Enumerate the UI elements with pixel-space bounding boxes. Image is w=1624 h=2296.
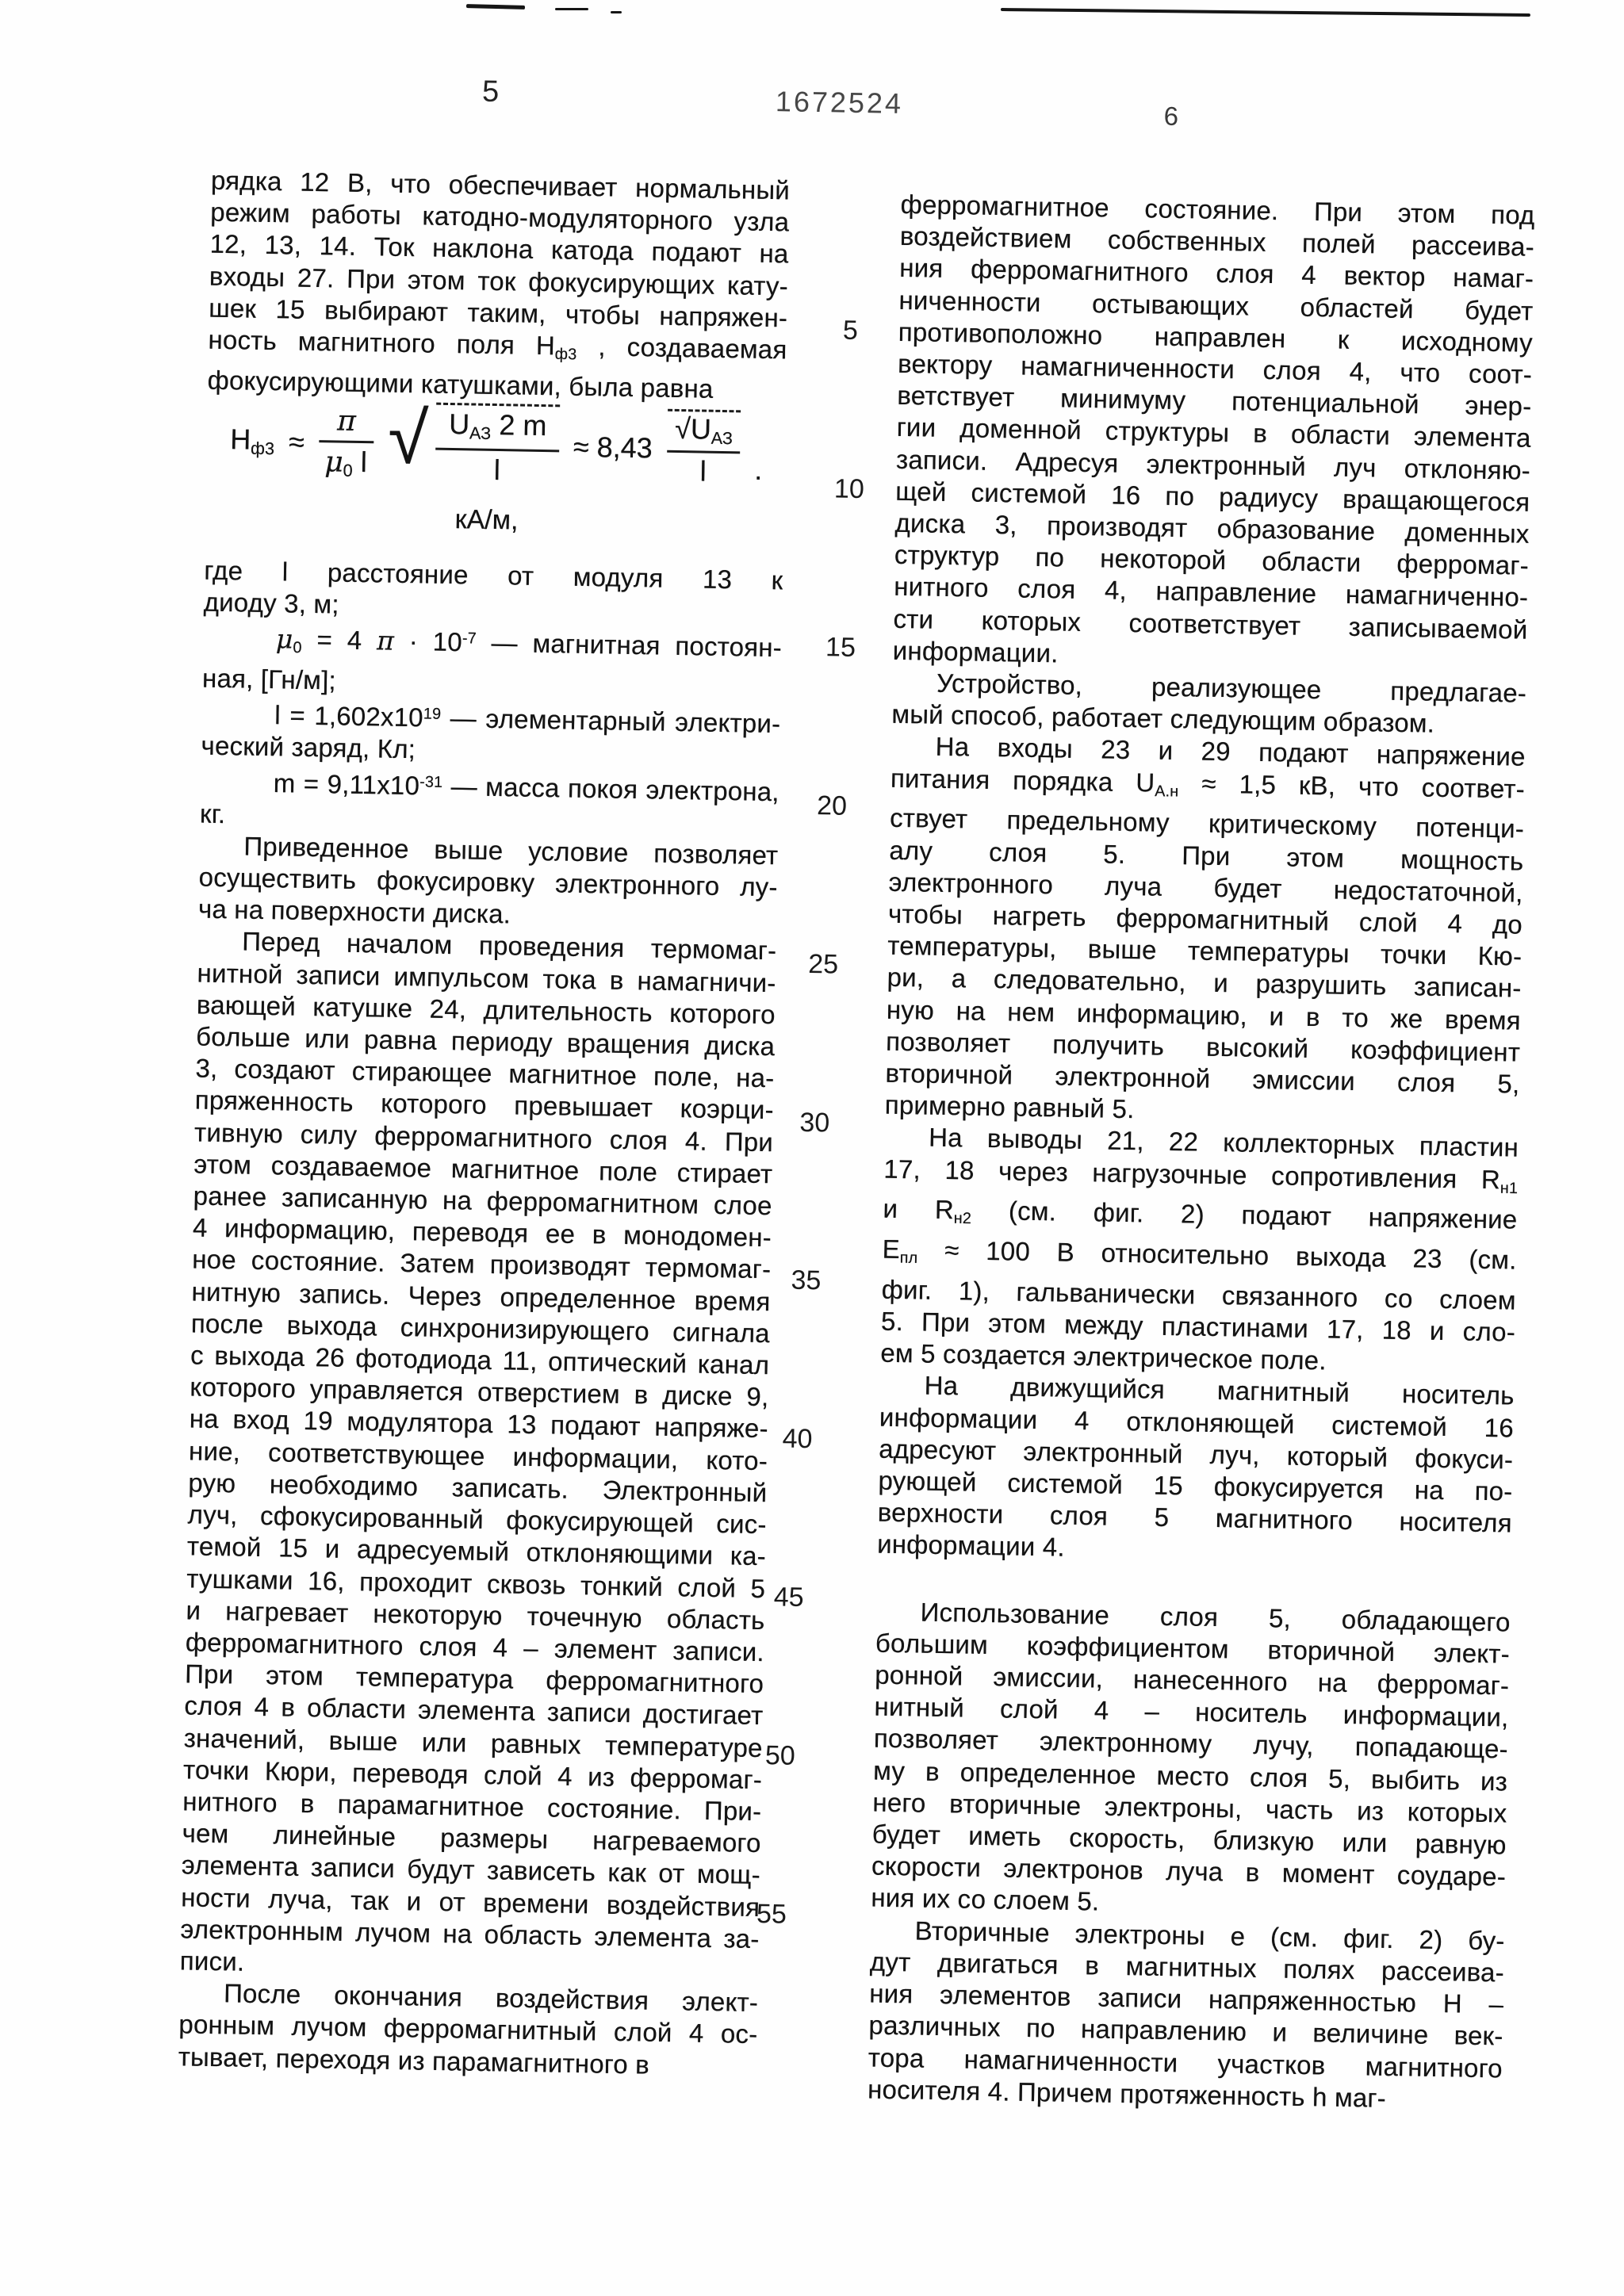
- text-segment: чтобы нагреть ферромагнитный слой 4 до: [887, 898, 1523, 939]
- line-number: 5: [842, 315, 859, 346]
- text-segment: тывает, переходя из парамагнитного в: [178, 2041, 650, 2080]
- text-segment: режим работы катодно-модуляторного узла: [210, 197, 790, 237]
- text-segment: ри, а следовательно, и разрушить записан-: [887, 962, 1522, 1004]
- text-segment: нитную запись. Через определенное время: [191, 1276, 771, 1316]
- text-segment: фокусирующими катушками, была равна: [207, 365, 714, 404]
- text-segment: дут двигаться в магнитных полях рассеива-: [869, 1946, 1505, 1988]
- text-segment: рядка 12 В, что обеспечивает нормальный: [210, 165, 791, 205]
- text-segment: ческий заряд, Кл;: [201, 730, 416, 764]
- text-segment: элемента записи будут зависеть как от мощ-: [181, 1850, 761, 1890]
- text-segment: l = 1,602x10: [274, 700, 424, 733]
- text-segment: сти которых соответствует записываемой: [893, 603, 1528, 645]
- text-segment: Е: [882, 1234, 901, 1265]
- line-number: 55: [756, 1899, 787, 1930]
- text-segment: гии доменной структуры в области элемента: [896, 412, 1531, 453]
- text-segment: н1: [1500, 1179, 1519, 1197]
- text-segment: щей системой 16 по радиусу вращающегося: [895, 476, 1530, 517]
- text-segment: — элементарный электри-: [440, 702, 781, 739]
- text-segment: и R: [883, 1194, 955, 1225]
- text-segment: значений, выше или равных температуре: [183, 1722, 764, 1762]
- formula-unit: кА/м,: [454, 504, 519, 536]
- text-segment: ронным лучом ферромагнитный слой 4 ос-: [178, 2009, 758, 2049]
- fraction-sqrtU-l: $√U_{АЗ}$ l: [666, 409, 741, 489]
- text-segment: алу слоя 5. При этом мощность: [889, 835, 1524, 876]
- text-segment: диска 3, производят образование доменных: [894, 507, 1530, 549]
- radicand-fraction: $U_{АЗ}$ 2 m l: [435, 403, 560, 488]
- text-segment: тушками 16, проходит сквозь тонкий слой 5: [186, 1563, 766, 1603]
- text-segment: 12, 13, 14. Ток наклона катода подают на: [209, 229, 789, 269]
- text-segment: μ: [275, 623, 293, 655]
- text-segment: му в определенное место слоя 5, выбить из: [872, 1755, 1508, 1797]
- text-segment: пряженность которого превышает коэрци-: [194, 1085, 775, 1125]
- formula-period: .: [753, 453, 763, 486]
- text-segment: — магнитная постоян-: [476, 627, 783, 663]
- text-segment: 4 информацию, переводя ее в монодомен-: [192, 1212, 772, 1253]
- text-segment: нитного слоя 4, направление намагниченно-: [893, 572, 1529, 613]
- text-segment: на вход 19 модулятора 13 подают напряже-: [189, 1403, 769, 1444]
- text-segment: рую необходимо записать. Электронный: [188, 1468, 768, 1508]
- text-segment: ча на поверхности диска.: [197, 894, 511, 929]
- page-number-right: 6: [1163, 101, 1179, 131]
- text-segment: · 10: [393, 626, 463, 657]
- text-segment: и нагревает некоторую точечную область: [186, 1595, 765, 1635]
- text-segment: верхности слоя 5 магнитного носителя: [877, 1497, 1513, 1538]
- scan-artifact: [1001, 8, 1530, 17]
- text-segment: с выхода 26 фотодиода 11, оптический канал: [190, 1340, 770, 1380]
- text-segment: информации.: [892, 635, 1059, 668]
- text-segment: н2: [953, 1210, 972, 1228]
- text-segment: где l расстояние от модуля 13 к: [204, 555, 783, 595]
- text-segment: фиг. 1), гальванически связанного со слоем: [881, 1274, 1516, 1315]
- text-segment: ную на нем информацию, и в то же время: [886, 994, 1522, 1035]
- text-segment: пл: [899, 1249, 918, 1268]
- text-segment: слоя 4 в области элемента записи достигает: [184, 1690, 764, 1731]
- text-segment: После окончания воздействия элект-: [223, 1978, 759, 2018]
- radical-sign: √: [387, 397, 429, 480]
- text-segment: нитной записи импульсом тока в намагничи-: [197, 958, 776, 997]
- text-segment: большим коэффициентом вторичной элект-: [875, 1628, 1511, 1669]
- text-segment: 0: [293, 639, 302, 657]
- text-segment: темой 15 и адресуемый отклоняющими ка-: [186, 1531, 767, 1571]
- page-number-left: 5: [481, 75, 500, 109]
- line-number: 20: [816, 790, 848, 821]
- line-number: 30: [799, 1107, 830, 1138]
- fraction-pi-mu0l: $\frac{\pi}{\mu_0 l}$: [318, 404, 374, 481]
- line-number: 35: [791, 1265, 822, 1296]
- text-segment: Приведенное выше условие позволяет: [243, 831, 779, 871]
- text-segment: кг.: [199, 798, 226, 828]
- text-segment: -7: [462, 629, 477, 649]
- text-segment: противоположно направлен к исходному: [898, 316, 1534, 358]
- text-segment: носителя 4. Причем протяженность h маг-: [867, 2074, 1387, 2113]
- formula-Hfz: [229, 399, 763, 492]
- text-segment: входы 27. При этом ток фокусирующих кату-: [209, 261, 789, 301]
- text-segment: ранее записанную на ферромагнитном слое: [193, 1181, 772, 1221]
- text-segment: 3, создают стирающее магнитное поле, на-: [195, 1053, 775, 1093]
- text-segment: рующей системой 15 фокусируется на по-: [878, 1465, 1513, 1506]
- text-segment: ф3: [554, 345, 577, 364]
- text-segment: ния элементов записи напряженностью Н –: [868, 1978, 1504, 2019]
- text-segment: нитного в парамагнитное состояние. При-: [182, 1786, 762, 1827]
- text-segment: информации 4.: [876, 1529, 1066, 1563]
- text-segment: ветствует минимуму потенциальной энер-: [897, 381, 1532, 422]
- text-segment: При этом температура ферромагнитного: [184, 1659, 764, 1699]
- text-segment: будет иметь скорость, близкую или равную: [871, 1819, 1507, 1860]
- text-segment: чем линейные размеры нагреваемого: [182, 1818, 761, 1858]
- text-segment: электронного луча будет недостаточной,: [888, 867, 1523, 908]
- text-segment: температуры, выше температуры точки Кю-: [887, 930, 1522, 971]
- text-segment: вторичной электронной эмиссии слоя 5,: [885, 1058, 1520, 1099]
- text-segment: ствует предельному критическому потенци-: [889, 803, 1525, 844]
- text-segment: ние, соответствующее информации, кото-: [188, 1436, 768, 1475]
- line-number: 50: [764, 1740, 796, 1771]
- text-segment: диоду 3, м;: [203, 587, 340, 619]
- text-segment: примерно равный 5.: [884, 1089, 1135, 1124]
- text-segment: вектору намагниченности слоя 4, что соот-: [897, 348, 1533, 389]
- text-segment: электронным лучом на область элемента за-: [180, 1914, 760, 1954]
- approx-value: ≈ 8,43: [573, 430, 653, 464]
- text-segment: Использование слоя 5, обладающего: [920, 1597, 1511, 1637]
- patent-number: 1672524: [775, 85, 904, 120]
- line-number: 25: [807, 948, 839, 980]
- text-segment: ность магнитного поля Н: [208, 324, 556, 361]
- text-segment: воздействием собственных полей рассеива-: [899, 221, 1535, 262]
- text-segment: 5. При этом между пластинами 17, 18 и сло-: [880, 1306, 1516, 1347]
- text-segment: больше или равна периоду вращения диска: [195, 1021, 776, 1062]
- text-segment: ферромагнитное состояние. При этом под: [900, 189, 1535, 230]
- text-segment: ≈ 1,5 кВ, что соответ-: [1178, 767, 1526, 804]
- text-segment: — масса покоя электрона,: [442, 771, 780, 806]
- text-segment: позволяет электронному лучу, попадающе-: [873, 1724, 1509, 1764]
- text-segment: На выводы 21, 22 коллекторных пластин: [928, 1123, 1519, 1163]
- text-segment: Перед началом проведения термомаг-: [241, 926, 777, 966]
- text-segment: луч, сфокусированный фокусирующей сис-: [187, 1499, 767, 1540]
- text-segment: π: [376, 625, 395, 657]
- text-segment: ния их со слоем 5.: [871, 1883, 1100, 1917]
- left-column-top: [207, 165, 790, 407]
- text-segment: ферромагнитного слоя 4 – элемент записи.: [185, 1627, 765, 1667]
- text-segment: ния ферромагнитного слоя 4 вектор намаг-: [898, 253, 1534, 294]
- text-segment: информации 4 отклоняющей системой 16: [879, 1402, 1515, 1443]
- left-column: [178, 555, 783, 2083]
- text-segment: На движущийся магнитный носитель: [924, 1371, 1515, 1411]
- text-segment: ниченности остывающих областей будет: [898, 285, 1534, 326]
- text-segment: записи. Адресуя электронный луч отклоняю-: [895, 444, 1531, 485]
- text-segment: тивную силу ферромагнитного слоя 4. При: [193, 1117, 774, 1157]
- text-segment: шек 15 выбирают таким, чтобы напряжен-: [208, 293, 788, 333]
- text-segment: Вторичные электроны е (см. фиг. 2) бу-: [914, 1915, 1505, 1956]
- text-segment: него вторичные электроны, часть из которых: [872, 1787, 1507, 1828]
- text-segment: ное состояние. Затем производят термомаг-: [191, 1244, 772, 1284]
- formula-lhs: $Н_{ф3}$: [230, 423, 275, 459]
- text-segment: писи.: [179, 1946, 245, 1976]
- text-segment: m = 9,11x10: [273, 767, 420, 800]
- text-segment: тора намагниченности участков магнитного: [868, 2042, 1503, 2083]
- text-segment: осуществить фокусировку электронного лу-: [198, 862, 778, 902]
- text-segment: = 4: [301, 625, 377, 656]
- text-segment: питания порядка U: [890, 763, 1155, 798]
- line-number: 10: [833, 473, 865, 505]
- text-segment: структур по некоторой области ферромаг-: [894, 540, 1530, 580]
- text-segment: мый способ, работает следующим образом.: [891, 699, 1435, 738]
- text-segment: после выхода синхронизирующего сигнала: [190, 1308, 771, 1349]
- text-segment: ≈ 100 В относительно выхода 23 (см.: [917, 1234, 1517, 1275]
- text-segment: 17, 18 через нагрузочные сопротивления R: [883, 1154, 1501, 1194]
- text-segment: позволяет получить высокий коэффициент: [885, 1026, 1521, 1067]
- text-segment: А.н: [1154, 782, 1179, 801]
- text-segment: , создаваемая: [576, 331, 787, 365]
- approx-sign: ≈: [288, 424, 305, 458]
- line-number: 45: [773, 1582, 804, 1613]
- text-segment: этом создаваемое магнитное поле стирает: [193, 1149, 773, 1189]
- line-number: 15: [825, 632, 856, 663]
- text-segment: (см. фиг. 2) подают напряжение: [971, 1195, 1518, 1234]
- text-segment: -31: [419, 772, 443, 791]
- text-segment: вающей катушке 24, длительность которого: [196, 989, 776, 1030]
- text-segment: которого управляется отверстием в диске 9,: [190, 1372, 769, 1412]
- text-segment: нитный слой 4 – носитель информации,: [874, 1691, 1509, 1732]
- line-number: 40: [782, 1423, 813, 1455]
- right-column: [868, 189, 1535, 2117]
- text-segment: ная, [Гн/м];: [201, 663, 337, 695]
- text-segment: ности луча, так и от времени воздействия: [180, 1881, 760, 1922]
- text-segment: На входы 23 и 29 подают напряжение: [935, 732, 1526, 772]
- text-segment: ем 5 создается электрическое поле.: [880, 1337, 1327, 1376]
- text-segment: 19: [423, 705, 442, 724]
- text-segment: различных по направлению и величине век-: [868, 2010, 1503, 2051]
- text-segment: точки Кюри, переводя слой 4 из ферромаг-: [182, 1755, 763, 1794]
- text-segment: адресуют электронный луч, который фокуси-: [878, 1433, 1514, 1475]
- text-segment: скорости электронов луча в момент соударе-: [871, 1850, 1507, 1892]
- text-segment: Устройство, реализующее предлагае-: [936, 668, 1527, 708]
- text-segment: ронной эмиссии, нанесенного на ферромаг-: [874, 1659, 1510, 1701]
